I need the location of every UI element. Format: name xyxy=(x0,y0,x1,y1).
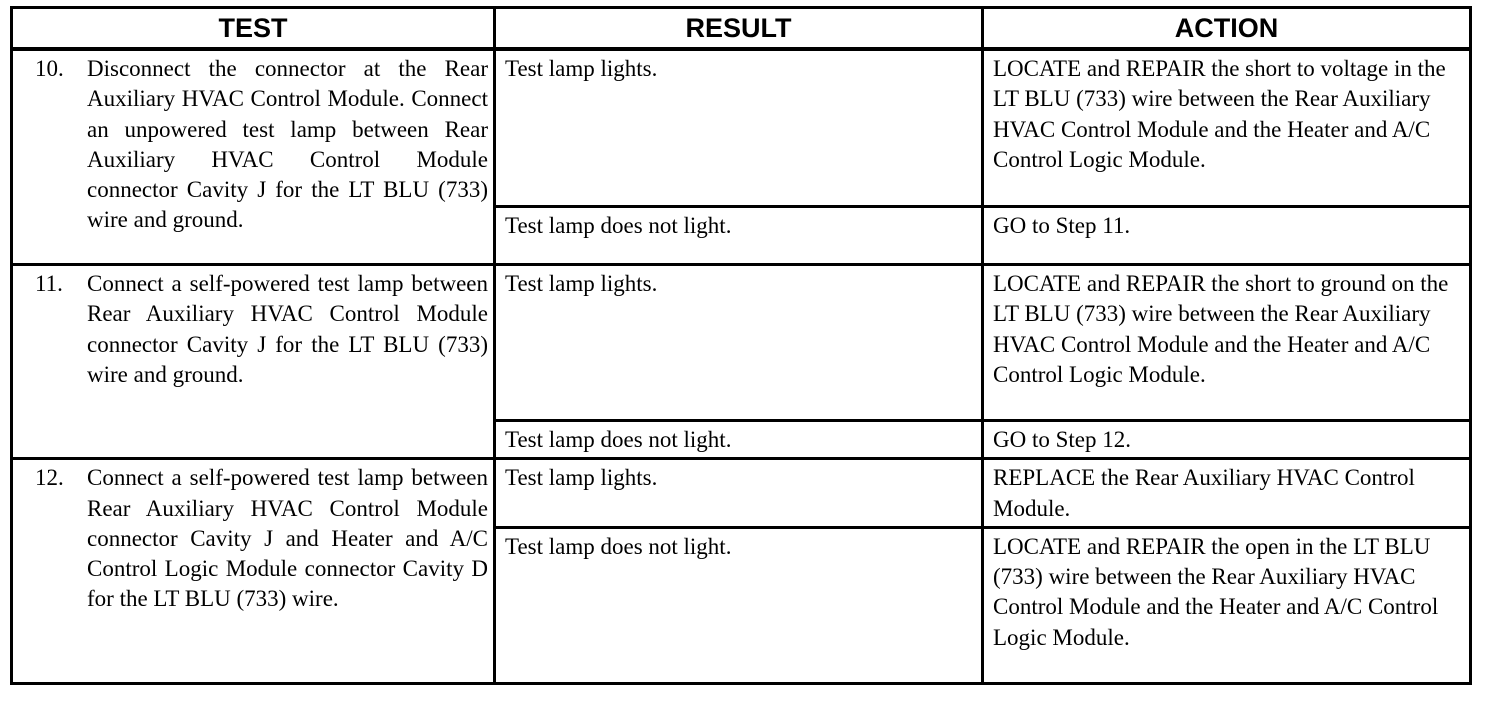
action-cell: GO to Step 11. xyxy=(983,207,1471,265)
test-step-10 xyxy=(12,49,495,265)
table-header xyxy=(12,8,1471,50)
table-row xyxy=(12,265,1471,421)
step-number: 11. xyxy=(35,271,63,296)
action-cell: LOCATE and REPAIR the short to voltage in the LT BLU (733) wire between the Rear Auxiliary HVAC Control Module and the Heater and A/C Control Logic Module. xyxy=(983,49,1471,207)
result-cell: Test lamp does not light. xyxy=(495,207,983,265)
header-result: RESULT xyxy=(495,8,983,50)
action-cell: REPLACE the Rear Auxiliary HVAC Control Module. xyxy=(983,459,1471,528)
diagnostic-table xyxy=(10,6,1472,685)
result-cell: Test lamp lights. xyxy=(495,265,983,421)
test-description: Disconnect the connector at the Rear Auxiliary HVAC Control Module. Connect an unpowered test lamp between Rear Auxiliary HVAC Control Module connector Cavity J for the LT BLU (733) wire and ground. xyxy=(87,56,488,233)
header-row xyxy=(12,8,1471,50)
action-cell: GO to Step 12. xyxy=(983,421,1471,459)
header-test: TEST xyxy=(12,8,495,50)
step-number: 12. xyxy=(35,465,64,491)
header-action: ACTION xyxy=(983,8,1471,50)
action-cell: LOCATE and REPAIR the short to ground on the LT BLU (733) wire between the Rear Auxiliary HVAC Control Module and the Heater and A/C Control Logic Module. xyxy=(983,265,1471,421)
test-description: Connect a self-powered test lamp between Rear Auxiliary HVAC Control Module connector Cavity J for the LT BLU (733) wire and ground. xyxy=(87,271,488,387)
action-cell: LOCATE and REPAIR the open in the LT BLU (733) wire between the Rear Auxiliary HVAC Control Module and the Heater and A/C Control Logic Module. xyxy=(983,527,1471,683)
test-step-11 xyxy=(12,265,495,459)
table-row xyxy=(12,459,1471,528)
result-cell: Test lamp does not light. xyxy=(495,527,983,683)
result-cell: Test lamp lights. xyxy=(495,49,983,207)
step-number: 10. xyxy=(35,56,64,81)
table-body xyxy=(12,49,1471,683)
result-cell: Test lamp lights. xyxy=(495,459,983,528)
test-description: Connect a self-powered test lamp between Rear Auxiliary HVAC Control Module connector Cavity J and Heater and A/C Control Logic Module connector Cavity D for the LT BLU (733) wire. xyxy=(87,465,488,612)
table-row xyxy=(12,49,1471,207)
result-cell: Test lamp does not light. xyxy=(495,421,983,459)
test-step-12 xyxy=(12,459,495,684)
